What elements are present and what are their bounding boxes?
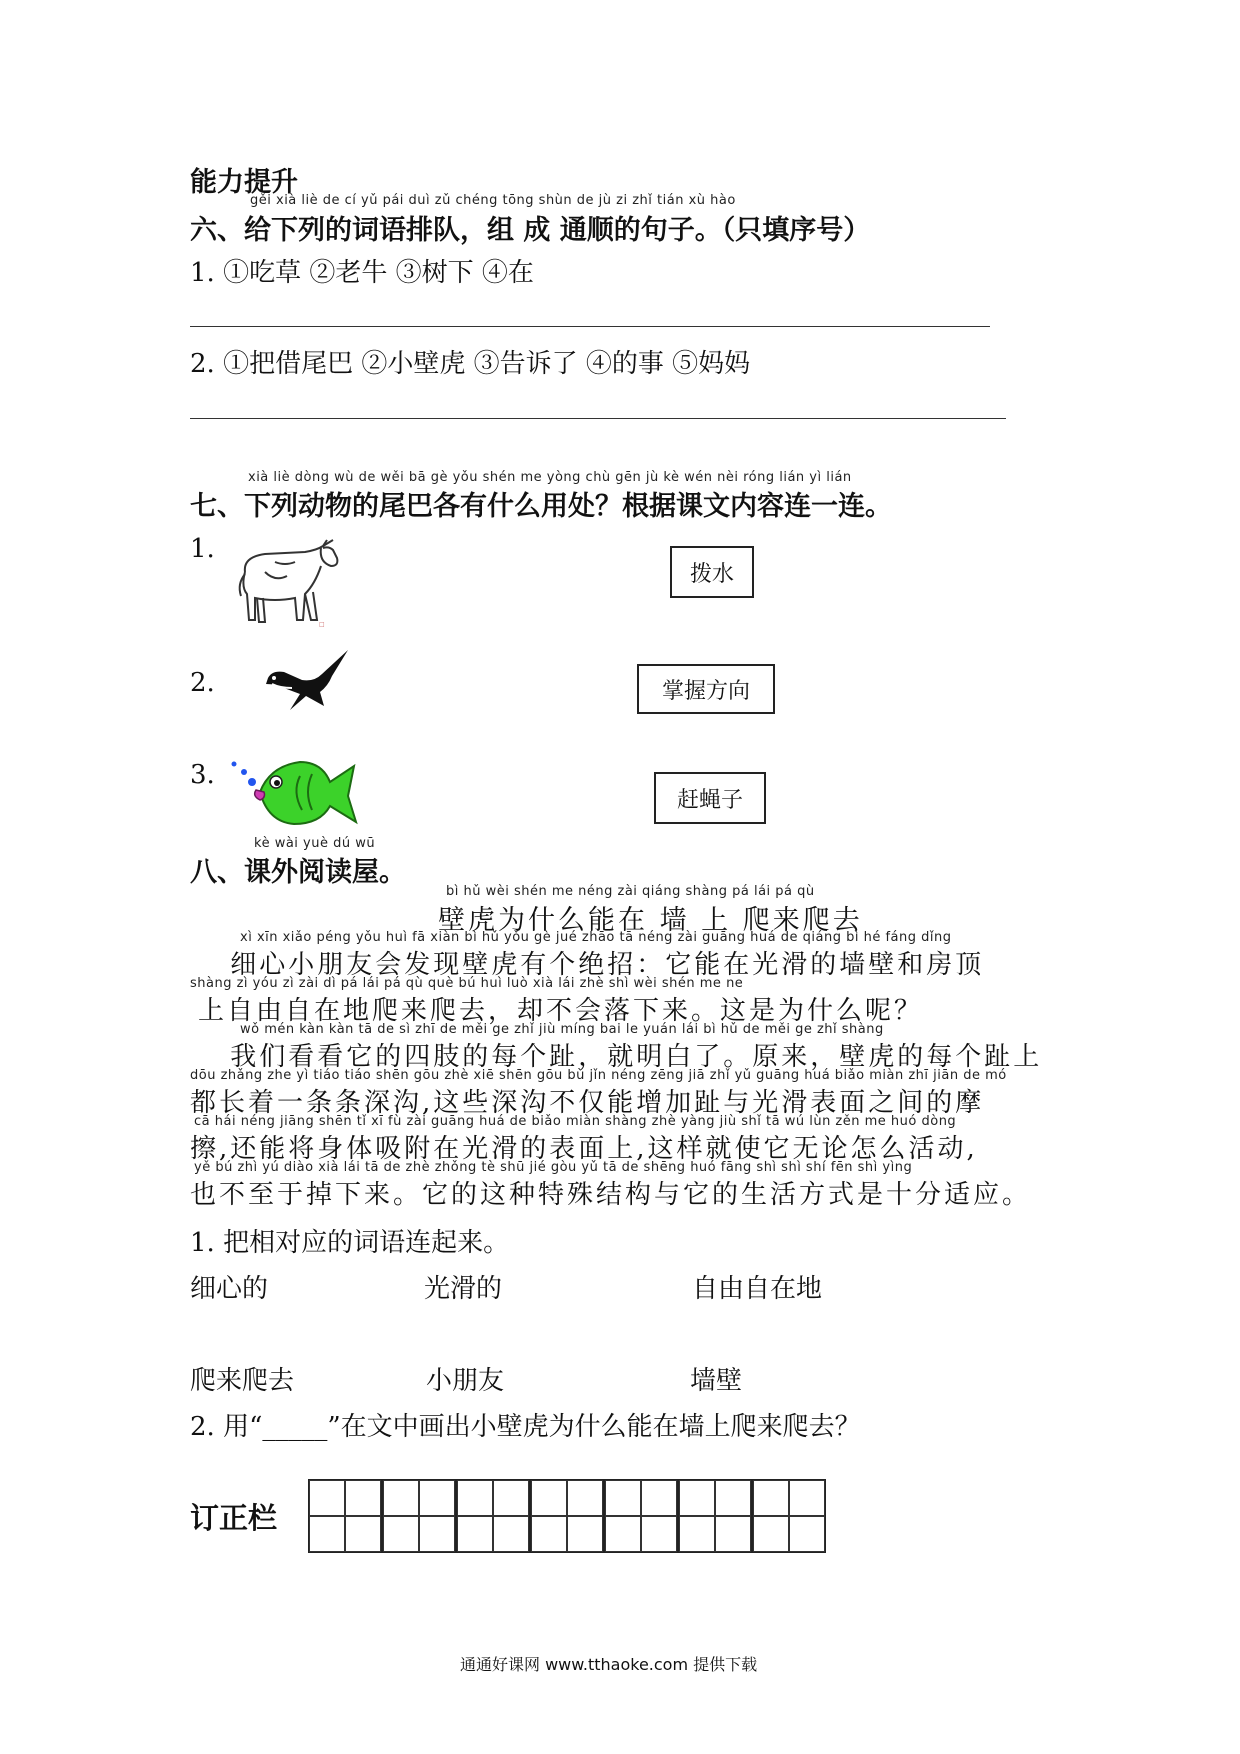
q6-pinyin: gěi xià liè de cí yǔ pái duì zǔ chéng tōng shùn de jù zi zhǐ tián xù hào	[250, 193, 736, 208]
q8-pinyin: kè wài yuè dú wū	[254, 836, 376, 851]
q6-answer-line-2[interactable]	[190, 418, 1006, 419]
passage-pinyin: dōu zhǎng zhe yì tiáo tiáo shēn gōu zhè xiē shēn gōu bù jǐn néng zēng jiā zhǐ yǔ guāng huá biǎo miàn zhī jiān de mó	[190, 1068, 1007, 1083]
passage-line: 上自由自在地爬来爬去，却不会落下来。这是为什么呢？	[198, 996, 924, 1026]
footer-text: 通通好课网 www.tthaoke.com 提供下载	[460, 1655, 758, 1674]
passage-line: 也不至于掉下来。它的这种特殊结构与它的生活方式是十分适应。	[190, 1180, 1032, 1210]
passage-line: 我们看看它的四肢的每个趾，就明白了。原来，壁虎的每个趾上	[190, 1042, 1043, 1072]
section-heading-ability: 能力提升	[190, 167, 298, 198]
grid-cell-block[interactable]	[678, 1479, 752, 1553]
match-word[interactable]: 自由自在地	[692, 1274, 823, 1304]
q7-title: 七、下列动物的尾巴各有什么用处？根据课文内容连一连。	[190, 491, 892, 522]
grid-cell-block[interactable]	[456, 1479, 530, 1553]
grid-cell-block[interactable]	[604, 1479, 678, 1553]
passage-title-pinyin: bì hǔ wèi shén me néng zài qiáng shàng pá lái pá qù	[446, 884, 815, 899]
passage-pinyin: yě bú zhì yú diào xià lái tā de zhè zhǒng tè shū jié gòu yǔ tā de shēng huó fāng shì shì shí fēn shì yìng	[194, 1160, 913, 1175]
passage-pinyin: wǒ mén kàn kàn tā de sì zhī de měi ge zhǐ jiù míng bai le yuán lái bì hǔ de měi ge zhǐ shàng	[240, 1022, 884, 1037]
q8-title: 八、课外阅读屋。	[190, 857, 406, 888]
q7-number-2: 2.	[190, 668, 215, 698]
grid-cell-block[interactable]	[308, 1479, 382, 1553]
svg-text:□: □	[319, 621, 325, 628]
q7-number-1: 1.	[190, 534, 215, 564]
match-word[interactable]: 小朋友	[426, 1366, 505, 1396]
match-word[interactable]: 墙壁	[690, 1366, 743, 1396]
grid-cell-block[interactable]	[530, 1479, 604, 1553]
passage-title: 壁虎为什么能在 墙 上 爬来爬去	[438, 905, 863, 936]
match-word[interactable]: 爬来爬去	[190, 1366, 295, 1396]
fish-icon	[230, 752, 360, 828]
passage-line: 擦,还能将身体吸附在光滑的表面上,这样就使它无论怎么活动,	[190, 1134, 978, 1164]
q6-item-1: 1. ①吃草 ②老牛 ③树下 ④在	[190, 258, 534, 288]
q8-sub-question-1: 1. 把相对应的词语连起来。	[190, 1228, 510, 1258]
q8-sub-question-2: 2. 用“_____”在文中画出小壁虎为什么能在墙上爬来爬去？	[190, 1412, 861, 1442]
q6-answer-line-1[interactable]	[190, 326, 990, 327]
grid-cell-block[interactable]	[382, 1479, 456, 1553]
match-word[interactable]: 光滑的	[424, 1274, 503, 1304]
correction-label: 订正栏	[190, 1501, 278, 1535]
grid-cell-block[interactable]	[752, 1479, 826, 1553]
q6-title: 六、给下列的词语排队，组 成 通顺的句子。（只填序号）	[190, 215, 871, 246]
match-word[interactable]: 细心的	[190, 1274, 269, 1304]
match-box-3[interactable]: 赶蝇子	[654, 772, 766, 824]
passage-pinyin: cā hái néng jiāng shēn tǐ xī fù zài guāng huá de biǎo miàn shàng zhè yàng jiù shǐ tā wú lùn zěn me huó dòng	[194, 1114, 957, 1129]
cow-icon	[235, 532, 347, 632]
passage-line: 细心小朋友会发现壁虎有个绝招：它能在光滑的墙壁和房顶	[190, 950, 985, 980]
match-box-1[interactable]: 拨水	[670, 546, 754, 598]
match-box-2[interactable]: 掌握方向	[637, 664, 775, 714]
q7-number-3: 3.	[190, 760, 215, 790]
swallow-icon	[262, 648, 352, 714]
passage-line: 都长着一条条深沟,这些深沟不仅能增加趾与光滑表面之间的摩	[190, 1088, 985, 1118]
q7-pinyin: xià liè dòng wù de wěi bā gè yǒu shén me yòng chù gēn jù kè wén nèi róng lián yì lián	[248, 470, 852, 485]
passage-pinyin: xì xīn xiǎo péng yǒu huì fā xiàn bì hǔ yǒu gè jué zhāo tā néng zài guāng huá de qiáng bì hé fáng dǐng	[240, 930, 952, 945]
correction-grid[interactable]	[308, 1479, 826, 1553]
q6-item-2: 2. ①把借尾巴 ②小壁虎 ③告诉了 ④的事 ⑤妈妈	[190, 349, 751, 379]
passage-pinyin: shàng zì yóu zì zài dì pá lái pá qù què bú huì luò xià lái zhè shì wèi shén me ne	[190, 976, 744, 991]
